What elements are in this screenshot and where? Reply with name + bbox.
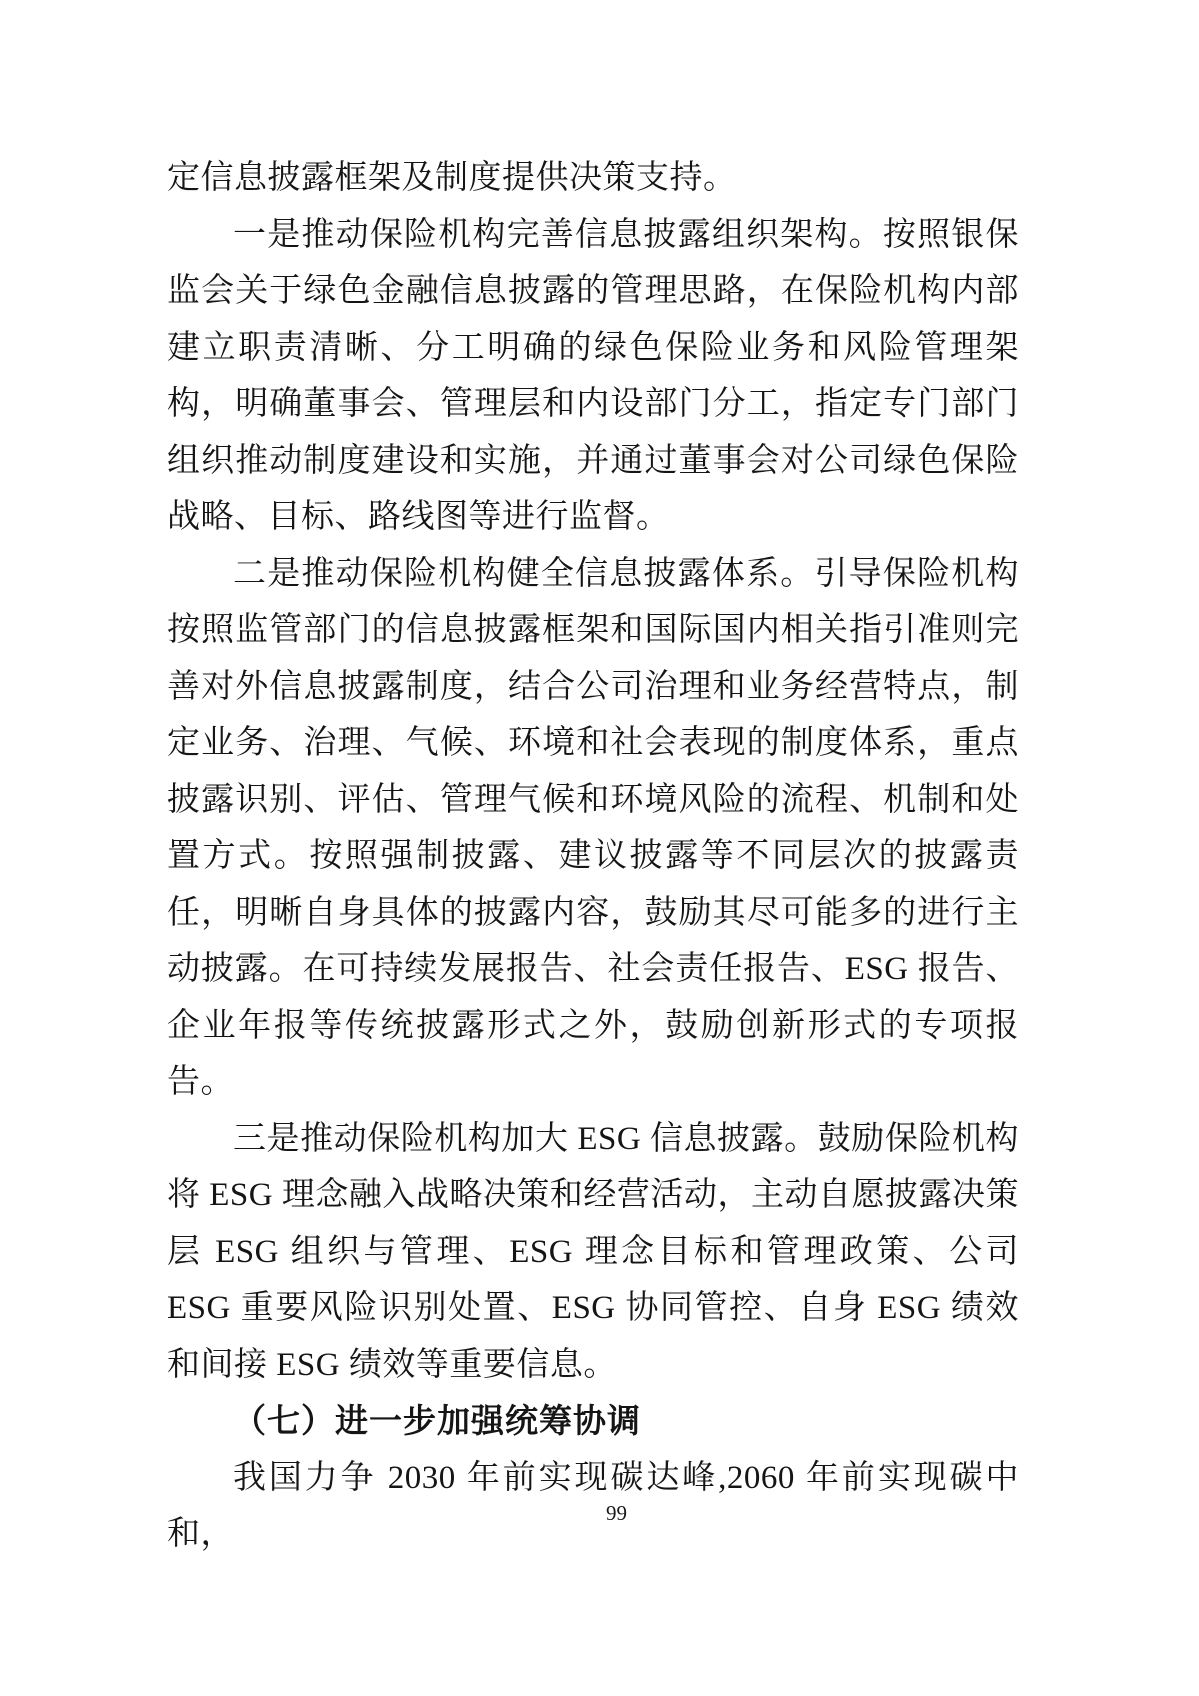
- paragraph-point-two: 二是推动保险机构健全信息披露体系。引导保险机构按照监管部门的信息披露框架和国际国内相关指引准则完善对外信息披露制度，结合公司治理和业务经营特点，制定业务、治理、气候、环境和社会表现的制度体系，重点披露识别、评估、管理气候和环境风险的流程、机制和处置方式。按照强制披露、建议披露等不同层次的披露责任，明晰自身具体的披露内容，鼓励其尽可能多的进行主动披露。在可持续发展报告、社会责任报告、ESG 报告、企业年报等传统披露形式之外，鼓励创新形式的专项报告。: [167, 555, 1019, 1100]
- section-heading: （七）进一步加强统筹协调: [233, 1402, 641, 1439]
- paragraph-continuation: 定信息披露框架及制度提供决策支持。: [167, 160, 737, 196]
- paragraph-intro: 我国力争 2030 年前实现碳达峰,2060 年前实现碳中和，: [167, 1459, 1019, 1552]
- paragraph-point-three: 三是推动保险机构加大 ESG 信息披露。鼓励保险机构将 ESG 理念融入战略决策和经营活动，主动自愿披露决策层 ESG 组织与管理、ESG 理念目标和管理政策、公司 ESG 重要风险识别处置、ESG 协同管控、自身 ESG 绩效和间接 ESG 绩效等重要信息。: [167, 1120, 1019, 1383]
- text-block: [167, 150, 1019, 1563]
- page-number: 99: [606, 1501, 627, 1525]
- paragraph-point-one: 一是推动保险机构完善信息披露组织架构。按照银保监会关于绿色金融信息披露的管理思路，在保险机构内部建立职责清晰、分工明确的绿色保险业务和风险管理架构，明确董事会、管理层和内设部门分工，指定专门部门组织推动制度建设和实施，并通过董事会对公司绿色保险战略、目标、路线图等进行监督。: [167, 216, 1019, 535]
